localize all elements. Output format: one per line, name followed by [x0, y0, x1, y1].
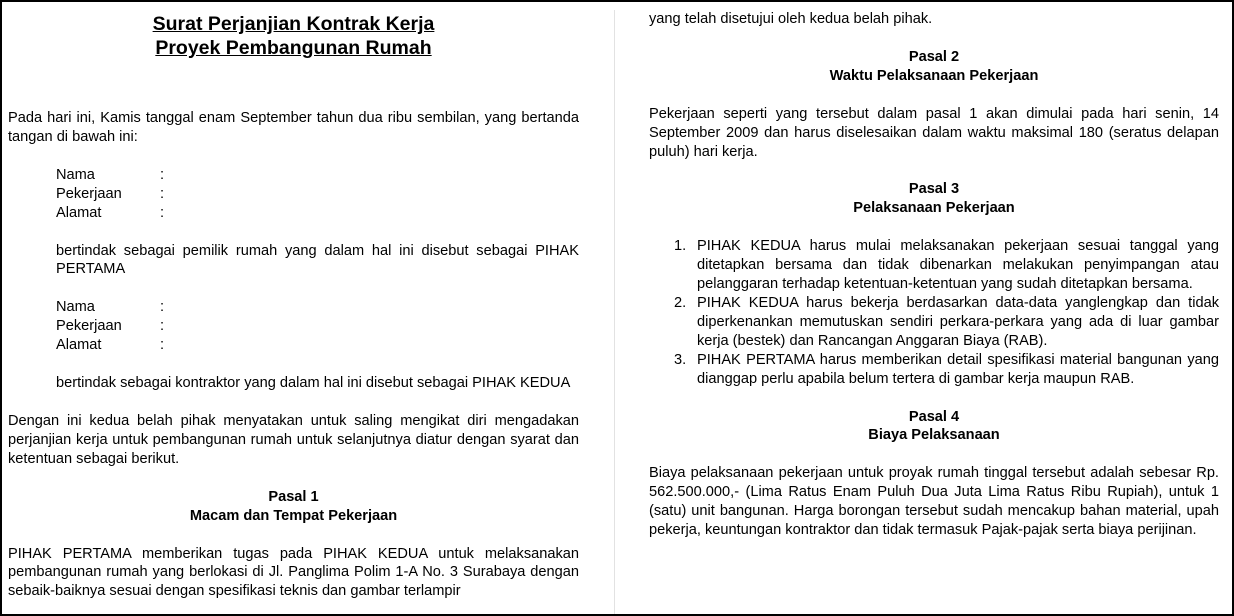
pasal2-heading: Waktu Pelaksanaan Pekerjaan — [829, 67, 1039, 84]
pasal4-heading: Biaya Pelaksanaan — [868, 427, 1000, 444]
title-line-2: Proyek Pembangunan Rumah — [155, 37, 432, 59]
party2-role: bertindak sebagai kontraktor yang dalam hal ini disebut sebagai PIHAK KEDUA — [56, 375, 571, 392]
pasal2-body: Pekerjaan seperti yang tersebut dalam pasal 1 akan dimulai pada hari senin, 14 September 2009 dan harus diselesaikan dalam waktu maksimal 180 (seratus delapan puluh) hari kerja. — [649, 105, 1219, 160]
pasal1-body: PIHAK PERTAMA memberikan tugas pada PIHAK KEDUA untuk melaksanakan pembangunan rumah yang berlokasi di Jl. Panglima Polim 1-A No. 3 Surabaya dengan sebaik-baiknya sesuai dengan spesifikasi teknis dan gambar terlampir — [8, 545, 579, 600]
agreement-paragraph: Dengan ini kedua belah pihak menyatakan untuk saling mengikat diri mengadakan perjanjian kerja untuk pembangunan rumah untuk selanjutnya diatur dengan syarat dan ketentuan sebagai berikut. — [8, 412, 579, 467]
party2-nama-field: Nama : — [56, 299, 165, 316]
pasal3-heading: Pelaksanaan Pekerjaan — [853, 200, 1015, 217]
pasal1-heading: Macam dan Tempat Pekerjaan — [189, 507, 398, 524]
party2-fields — [56, 298, 579, 355]
party2-pekerjaan-field: Pekerjaan : — [56, 318, 165, 335]
right-column — [649, 2, 1219, 540]
party1-alamat-field: Alamat : — [56, 204, 165, 221]
party1-pekerjaan-field: Pekerjaan : — [56, 185, 165, 202]
list-item: 3. PIHAK PERTAMA harus memberikan detail spesifikasi material bangunan yang dianggap perlu apabila belum tertera di gambar kerja maupun RAB. — [674, 351, 1219, 387]
party1-fields — [56, 166, 579, 223]
party1-nama-field: Nama : — [56, 166, 165, 183]
pasal3-number: Pasal 3 — [908, 181, 960, 198]
pasal1-number: Pasal 1 — [268, 488, 319, 505]
left-column — [8, 2, 579, 601]
list-item: 2. PIHAK KEDUA harus bekerja berdasarkan data-data yanglengkap dan tidak diperkenankan memutuskan sendiri perkara-perkara yang ada di luar gambar kerja (bestek) dan Rancangan Anggaran Biaya (RAB). — [674, 294, 1219, 349]
title-line-1: Surat Perjanjian Kontrak Kerja — [152, 13, 435, 35]
column-divider — [614, 10, 615, 614]
pasal4-number: Pasal 4 — [908, 408, 960, 425]
opening-paragraph: Pada hari ini, Kamis tanggal enam September tahun dua ribu sembilan, yang bertanda tangan di bawah ini: — [8, 110, 579, 145]
pasal1-body-continued: yang telah disetujui oleh kedua belah pihak. — [649, 11, 933, 27]
pasal3-list — [674, 237, 1219, 388]
party1-role: bertindak sebagai pemilik rumah yang dalam hal ini disebut sebagai PIHAK PERTAMA — [56, 242, 579, 278]
party2-alamat-field: Alamat : — [56, 337, 165, 354]
pasal2-number: Pasal 2 — [908, 48, 960, 65]
pasal4-body: Biaya pelaksanaan pekerjaan untuk proyak rumah tinggal tersebut adalah sebesar Rp. 562.500.000,- (Lima Ratus Enam Puluh Dua Juta Lima Ratus Ribu Rupiah), untuk 1 (satu) unit bangunan. Harga borongan tersebut sudah mencakup bahan material, upah pekerja, keuntungan kontraktor dan tidak termasuk Pajak-pajak serta biaya perijinan. — [649, 465, 1219, 539]
list-item: 1. PIHAK KEDUA harus mulai melaksanakan pekerjaan sesuai tanggal yang ditetapkan bersama dan tidak dibenarkan melakukan penyimpangan atau pelanggaran terhadap ketentuan-ketentuan yang sudah ditetapkan bersama. — [674, 238, 1219, 293]
